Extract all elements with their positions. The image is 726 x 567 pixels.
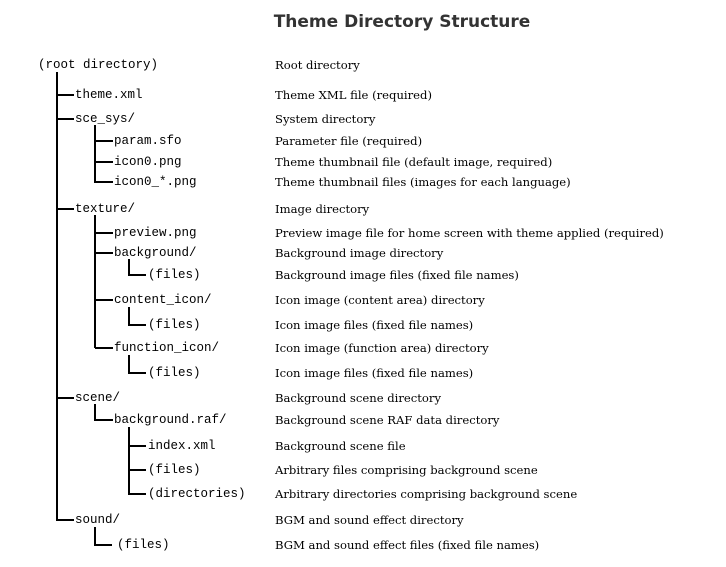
entry-function-icon-files: (files) xyxy=(148,366,201,380)
entry-content-icon-dir: content_icon/ xyxy=(114,293,212,307)
desc-root-directory: Root directory xyxy=(275,58,360,72)
diagram-title: Theme Directory Structure xyxy=(273,12,531,32)
desc-function-icon-files: Icon image files (fixed file names) xyxy=(275,366,474,380)
entry-background-files: (files) xyxy=(148,268,201,282)
entry-texture: texture/ xyxy=(75,202,136,216)
entry-function-icon-dir: function_icon/ xyxy=(114,341,220,355)
entry-theme-xml: theme.xml xyxy=(75,88,143,102)
entry-icon0-lang-png: icon0_*.png xyxy=(114,175,197,189)
entry-sound-files: (files) xyxy=(117,538,170,552)
entry-sce-sys: sce_sys/ xyxy=(75,112,136,126)
desc-index-xml: Background scene file xyxy=(275,439,406,453)
desc-param-sfo: Parameter file (required) xyxy=(275,134,423,148)
entry-background-dir: background/ xyxy=(114,246,197,260)
desc-sound-files: BGM and sound effect files (fixed file names) xyxy=(275,538,540,552)
desc-content-icon-dir: Icon image (content area) directory xyxy=(275,293,485,307)
desc-texture: Image directory xyxy=(275,202,370,216)
desc-content-icon-files: Icon image files (fixed file names) xyxy=(275,318,474,332)
entry-index-xml: index.xml xyxy=(148,439,216,453)
desc-background-dir: Background image directory xyxy=(275,246,444,260)
entry-param-sfo: param.sfo xyxy=(114,134,182,148)
entry-background-raf: background.raf/ xyxy=(114,413,227,427)
entry-root-directory: (root directory) xyxy=(38,58,159,72)
entry-sound: sound/ xyxy=(75,513,121,527)
desc-sound: BGM and sound effect directory xyxy=(275,513,464,527)
entry-icon0-png: icon0.png xyxy=(114,155,182,169)
desc-theme-xml: Theme XML file (required) xyxy=(275,88,432,102)
entry-scene-files: (files) xyxy=(148,463,201,477)
desc-scene-files: Arbitrary files comprising background scene xyxy=(275,463,538,477)
entry-scene-directories: (directories) xyxy=(148,487,246,501)
entry-preview-png: preview.png xyxy=(114,226,197,240)
desc-preview-png: Preview image file for home screen with theme applied (required) xyxy=(275,226,664,240)
desc-scene: Background scene directory xyxy=(275,391,442,405)
desc-icon0-lang-png: Theme thumbnail files (images for each language) xyxy=(275,175,571,189)
entry-scene: scene/ xyxy=(75,391,121,405)
desc-background-raf: Background scene RAF data directory xyxy=(275,413,500,427)
desc-sce-sys: System directory xyxy=(275,112,376,126)
entry-content-icon-files: (files) xyxy=(148,318,201,332)
desc-icon0-png: Theme thumbnail file (default image, required) xyxy=(275,155,553,169)
desc-background-files: Background image files (fixed file names) xyxy=(275,268,519,282)
desc-scene-directories: Arbitrary directories comprising background scene xyxy=(275,487,578,501)
desc-function-icon-dir: Icon image (function area) directory xyxy=(275,341,489,355)
